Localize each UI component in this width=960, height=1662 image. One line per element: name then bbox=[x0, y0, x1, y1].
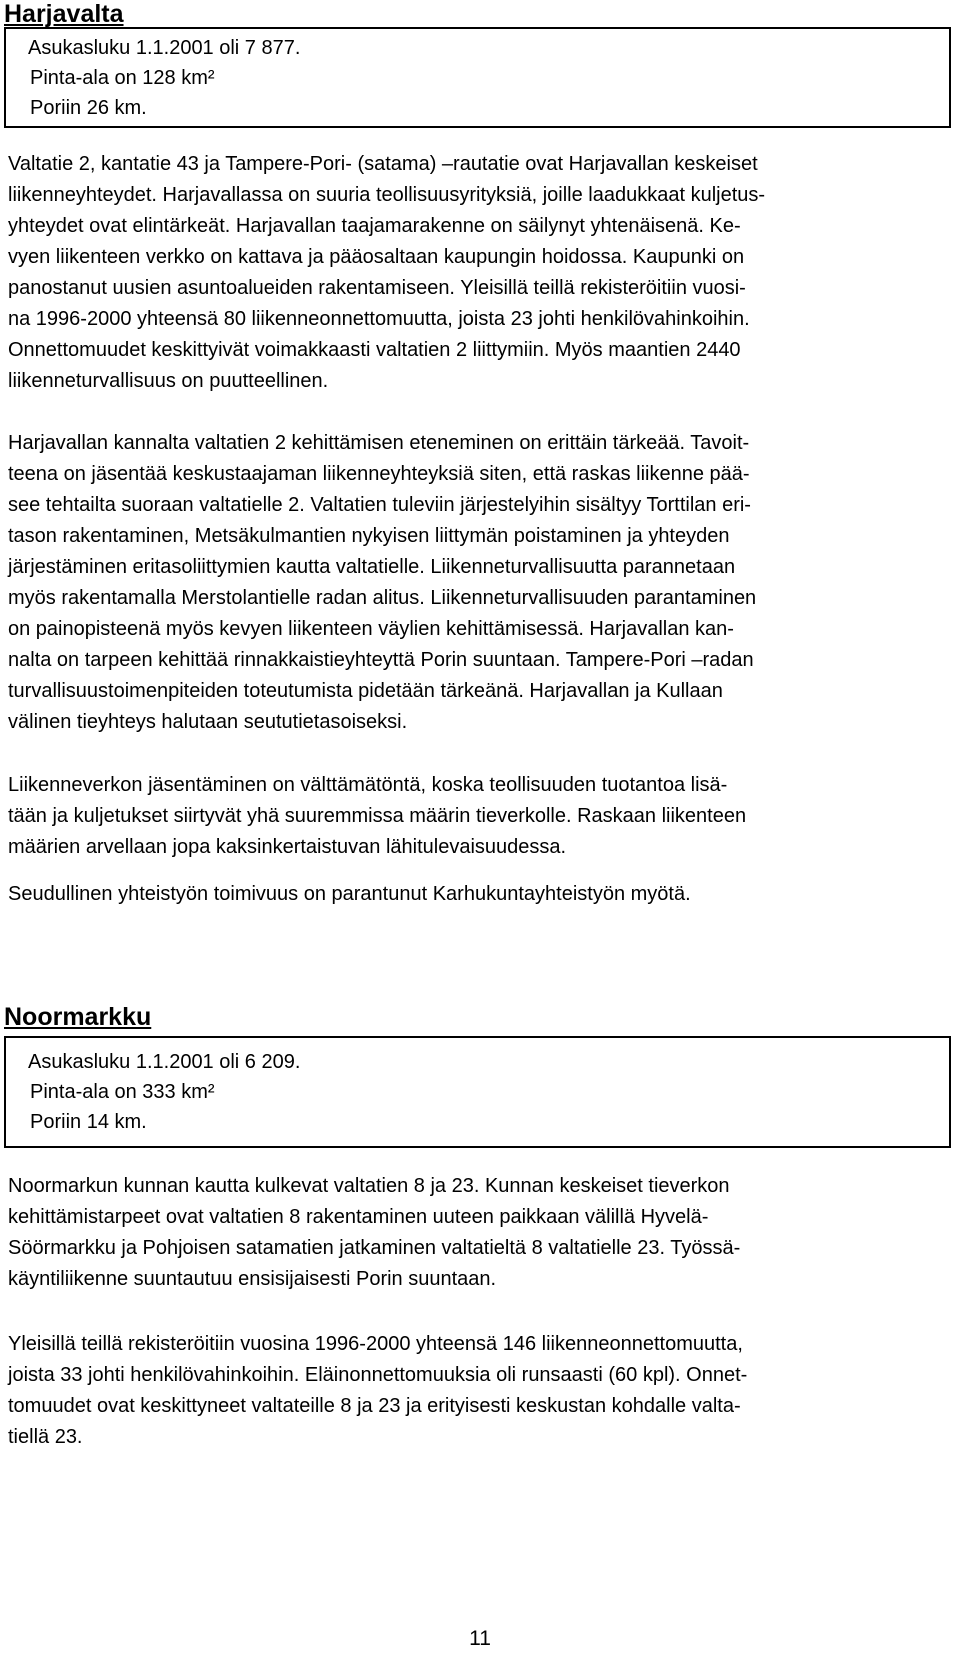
text-line: Onnettomuudet keskittyivät voimakkaasti valtatien 2 liittymiin. Myös maantien 2440 bbox=[8, 339, 741, 361]
infobox-noormarkku bbox=[4, 1036, 951, 1148]
info-population: Asukasluku 1.1.2001 oli 6 209. bbox=[28, 1051, 301, 1073]
text-line: Valtatie 2, kantatie 43 ja Tampere-Pori- (satama) –rautatie ovat Harjavallan keskeiset bbox=[8, 153, 758, 175]
info-distance: Poriin 26 km. bbox=[30, 97, 147, 119]
text-line: Seudullinen yhteistyön toimivuus on parantunut Karhukuntayhteistyön myötä. bbox=[8, 883, 691, 905]
text-line: Söörmarkku ja Pohjoisen satamatien jatkaminen valtatieltä 8 valtatielle 23. Työssä- bbox=[8, 1237, 741, 1259]
text-line: vyen liikenteen verkko on kattava ja pääosaltaan kaupungin hoidossa. Kaupunki on bbox=[8, 246, 745, 268]
section-title-harjavalta: Harjavalta bbox=[4, 0, 124, 28]
text-line: teena on jäsentää keskustaajaman liikenneyhteyksiä siten, että raskas liikenne pää- bbox=[8, 463, 750, 485]
text-line: määrien arvellaan jopa kaksinkertaistuvan lähitulevaisuudessa. bbox=[8, 836, 567, 858]
text-line: Liikenneverkon jäsentäminen on välttämätöntä, koska teollisuuden tuotantoa lisä- bbox=[8, 774, 728, 796]
paragraph-harjavalta-1 bbox=[8, 149, 952, 397]
info-area: Pinta-ala on 333 km² bbox=[30, 1081, 215, 1103]
paragraph-harjavalta-3 bbox=[8, 770, 952, 863]
paragraph-noormarkku-2 bbox=[8, 1329, 952, 1453]
text-line: myös rakentamalla Merstolantielle radan alitus. Liikenneturvallisuuden parantaminen bbox=[8, 587, 757, 609]
text-line: na 1996-2000 yhteensä 80 liikenneonnettomuutta, joista 23 johti henkilövahinkoihin. bbox=[8, 308, 750, 330]
text-line: nalta on tarpeen kehittää rinnakkaistieyhteyttä Porin suuntaan. Tampere-Pori –radan bbox=[8, 649, 754, 671]
text-line: järjestäminen eritasoliittymien kautta valtatielle. Liikenneturvallisuutta parannetaan bbox=[8, 556, 736, 578]
text-line: kehittämistarpeet ovat valtatien 8 rakentaminen uuteen paikkaan välillä Hyvelä- bbox=[8, 1206, 709, 1228]
text-line: tason rakentaminen, Metsäkulmantien nykyisen liittymän poistaminen ja yhteyden bbox=[8, 525, 730, 547]
text-line: välinen tieyhteys halutaan seututietasoiseksi. bbox=[8, 711, 408, 733]
text-line: see tehtailta suoraan valtatielle 2. Valtatien tuleviin järjestelyihin sisältyy Torttilan eri- bbox=[8, 494, 751, 516]
text-line: turvallisuustoimenpiteiden toteutumista pidetään tärkeänä. Harjavallan ja Kullaan bbox=[8, 680, 723, 702]
info-area: Pinta-ala on 128 km² bbox=[30, 67, 215, 89]
page-number: 11 bbox=[469, 1627, 491, 1650]
section-title-noormarkku: Noormarkku bbox=[4, 1003, 152, 1031]
text-line: liikenneturvallisuus on puutteellinen. bbox=[8, 370, 329, 392]
paragraph-harjavalta-4 bbox=[8, 879, 952, 910]
text-line: Yleisillä teillä rekisteröitiin vuosina 1996-2000 yhteensä 146 liikenneonnettomuutta, bbox=[8, 1333, 743, 1355]
text-line: liikenneyhteydet. Harjavallassa on suuria teollisuusyrityksiä, joille laadukkaat kuljetus- bbox=[8, 184, 766, 206]
text-line: panostanut uusien asuntoalueiden rakentamiseen. Yleisillä teillä rekisteröitiin vuosi- bbox=[8, 277, 746, 299]
text-line: on painopisteenä myös kevyen liikenteen väylien kehittämisessä. Harjavallan kan- bbox=[8, 618, 734, 640]
text-line: yhteydet ovat elintärkeät. Harjavallan taajamarakenne on säilynyt yhtenäisenä. Ke- bbox=[8, 215, 741, 237]
text-line: tään ja kuljetukset siirtyvät yhä suuremmissa määrin tieverkolle. Raskaan liikenteen bbox=[8, 805, 747, 827]
info-distance: Poriin 14 km. bbox=[30, 1111, 147, 1133]
text-line: tiellä 23. bbox=[8, 1426, 83, 1448]
text-line: Noormarkun kunnan kautta kulkevat valtatien 8 ja 23. Kunnan keskeiset tieverkon bbox=[8, 1175, 730, 1197]
text-line: tomuudet ovat keskittyneet valtateille 8 ja 23 ja erityisesti keskustan kohdalle valta- bbox=[8, 1395, 741, 1417]
paragraph-harjavalta-2 bbox=[8, 428, 952, 738]
infobox-harjavalta bbox=[4, 27, 951, 128]
text-line: joista 33 johti henkilövahinkoihin. Eläinonnettomuuksia oli runsaasti (60 kpl). Onnet- bbox=[8, 1364, 748, 1386]
text-line: käyntiliikenne suuntautuu ensisijaisesti Porin suuntaan. bbox=[8, 1268, 497, 1290]
text-line: Harjavallan kannalta valtatien 2 kehittämisen eteneminen on erittäin tärkeää. Tavoit- bbox=[8, 432, 750, 454]
paragraph-noormarkku-1 bbox=[8, 1171, 952, 1295]
info-population: Asukasluku 1.1.2001 oli 7 877. bbox=[28, 37, 301, 59]
